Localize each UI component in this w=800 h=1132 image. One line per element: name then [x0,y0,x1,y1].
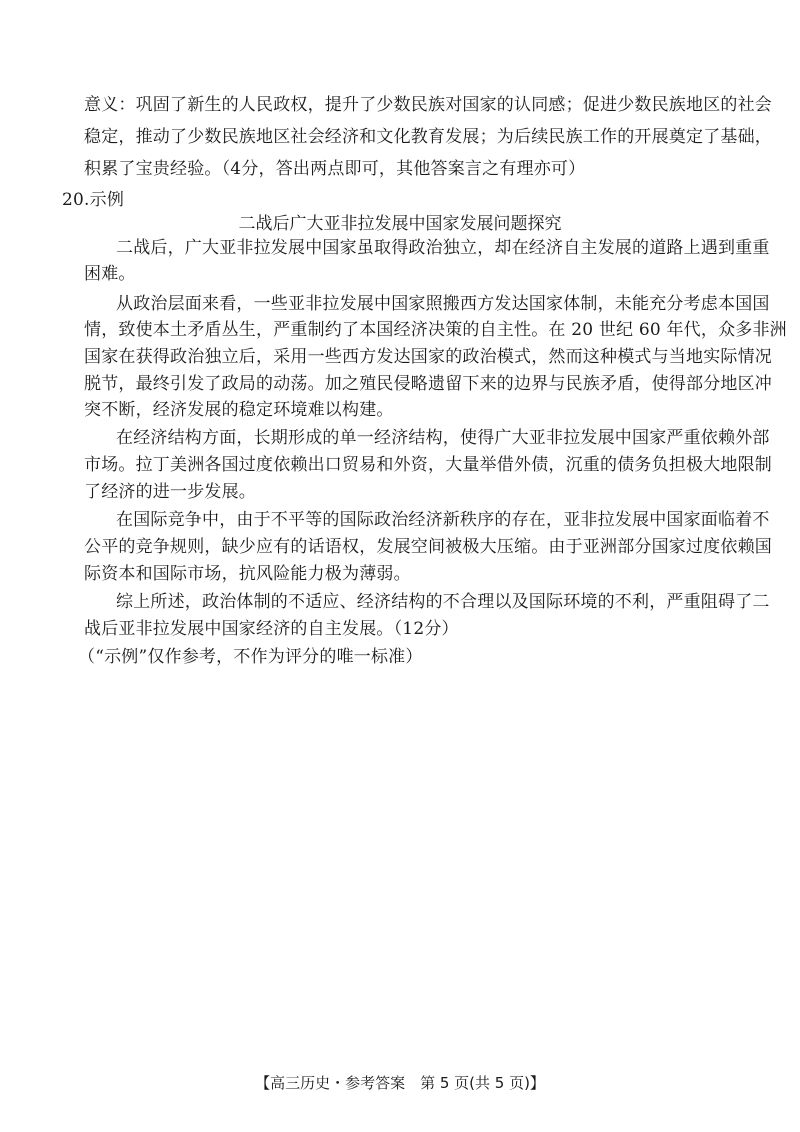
paragraph-line: 情，致使本土矛盾丛生，严重制约了本国经济决策的自主性。在 20 世纪 60 年代，众多非洲 [84,320,787,340]
paragraph-line: 在国际竞争中，由于不平等的国际政治经济新秩序的存在，亚非拉发展中国家面临着不 [116,510,770,530]
paragraph-line: 突不断，经济发展的稳定环境难以构建。 [84,400,394,420]
page-footer: 【高三历史・参考答案 第 5 页(共 5 页)】 [255,1074,545,1092]
paragraph-line: 综上所述，政治体制的不适应、经济结构的不合理以及国际环境的不利，严重阻碍了二 [116,592,770,612]
paragraph-line: 脱节，最终引发了政局的动荡。加之殖民侵略遗留下来的边界与民族矛盾，使得部分地区冲 [84,374,772,394]
question-number: 20.示例 [62,190,125,210]
paragraph-line: 际资本和国际市场，抗风险能力极为薄弱。 [84,564,411,584]
paragraph-line: 困难。 [84,264,136,284]
paragraph-line: 在经济结构方面，长期形成的单一经济结构，使得广大亚非拉发展中国家严重依赖外部 [116,428,770,448]
paragraph-line: 从政治层面来看，一些亚非拉发展中国家照搬西方发达国家体制，未能充分考虑本国国 [116,294,770,314]
intro-line: 意义：巩固了新生的人民政权，提升了少数民族对国家的认同感；促进少数民族地区的社会 [84,95,772,115]
paragraph-line: 市场。拉丁美洲各国过度依赖出口贸易和外资，大量举借外债，沉重的债务负担极大地限制 [84,455,772,475]
essay-title: 二战后广大亚非拉发展中国家发展问题探究 [238,214,562,234]
intro-line: 稳定，推动了少数民族地区社会经济和文化教育发展；为后续民族工作的开展奠定了基础， [84,127,772,147]
paragraph-line: 二战后，广大亚非拉发展中国家虽取得政治独立，却在经济自主发展的道路上遇到重重 [116,238,770,258]
paragraph-line: 国家在获得政治独立后，采用一些西方发达国家的政治模式，然而这种模式与当地实际情况 [84,347,772,367]
scoring-note: （“示例”仅作参考，不作为评分的唯一标准） [78,647,423,667]
intro-line: 积累了宝贵经验。（4分，答出两点即可，其他答案言之有理亦可） [84,159,586,179]
paragraph-line: 公平的竞争规则，缺少应有的话语权，发展空间被极大压缩。由于亚洲部分国家过度依赖国 [84,537,772,557]
paragraph-line: 战后亚非拉发展中国家经济的自主发展。（12分） [84,619,459,639]
paragraph-line: 了经济的进一步发展。 [84,482,256,502]
